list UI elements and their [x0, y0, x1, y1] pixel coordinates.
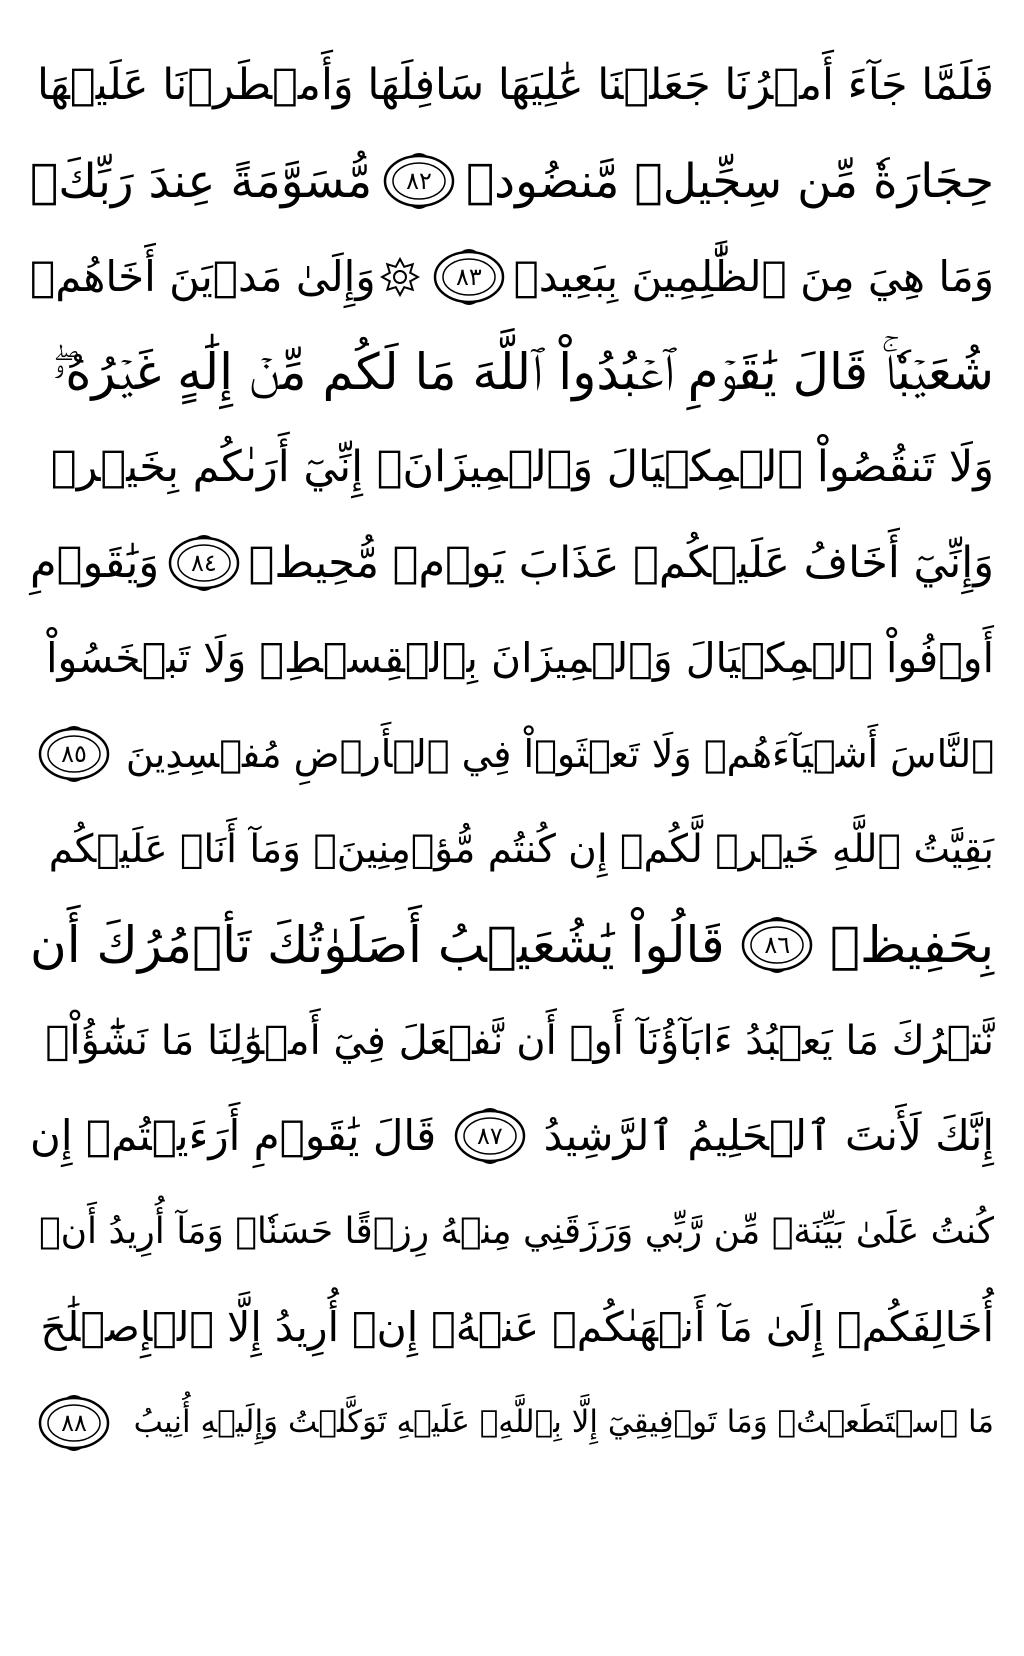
ayah-number: ٨٢ — [406, 167, 432, 196]
ayah-number: ٨٤ — [191, 549, 217, 578]
verse-text: أَوۡفُواْ ٱلۡمِكۡيَالَ وَٱلۡمِيزَانَ بِٱلۡقِسۡطِۖ وَلَا تَبۡخَسُواْ — [46, 634, 994, 683]
ayah-number: ٨٦ — [764, 931, 791, 960]
hizb-marker-icon — [380, 257, 420, 297]
verse-text: كُنتُ عَلَىٰ بَيِّنَةٖ مِّن رَّبِّي وَرَزَقَنِي مِنۡهُ رِزۡقًا حَسَنٗاۚ وَمَآ أُرِيدُ أَنۡ — [38, 1210, 994, 1252]
verse-line — [30, 325, 994, 421]
verse-text: قَالُواْ يَٰشُعَيۡبُ أَصَلَوٰتُكَ تَأۡمُرُكَ أَن — [30, 916, 725, 975]
verse-text: وَيَٰقَوۡمِ — [30, 537, 160, 588]
verse-text: أُخَالِفَكُمۡ إِلَىٰ مَآ أَنۡهَىٰكُمۡ عَنۡهُۚ إِنۡ أُرِيدُ إِلَّا ٱلۡإِصۡلَٰحَ — [40, 1302, 994, 1351]
verse-text: بِحَفِيظٖ — [829, 916, 994, 975]
verse-text: وَإِلَىٰ مَدۡيَنَ أَخَاهُمۡ — [30, 251, 376, 301]
ayah-number: ٨٣ — [456, 262, 482, 291]
verse-text: وَمَا هِيَ مِنَ ٱلظَّٰلِمِينَ بِبَعِيدٖ — [513, 251, 994, 301]
ayah-number: ٨٧ — [477, 1122, 503, 1151]
ayah-number-marker — [431, 248, 507, 306]
verse-line — [30, 707, 994, 803]
verse-text: نَّتۡرُكَ مَا يَعۡبُدُ ءَابَآؤُنَآ أَوۡ أَن نَّفۡعَلَ فِيٓ أَمۡوَٰلِنَا مَا نَشَٰٓؤُاْۖ — [45, 1017, 994, 1064]
verse-line — [30, 1280, 994, 1376]
verse-text: ٱلنَّاسَ أَشۡيَآءَهُمۡ وَلَا تَعۡثَوۡاْ فِي ٱلۡأَرۡضِ مُفۡسِدِينَ — [125, 732, 994, 777]
verse-line — [30, 1375, 994, 1471]
ayah-number: ٨٥ — [61, 740, 87, 769]
verse-text: وَلَا تَنقُصُواْ ٱلۡمِكۡيَالَ وَٱلۡمِيزَانَۖ إِنِّيٓ أَرَىٰكُم بِخَيۡرٖ — [50, 442, 994, 493]
verse-line — [30, 611, 994, 707]
verse-text: شُعَيۡبٗاۚ قَالَ يَٰقَوۡمِ ٱعۡبُدُواْ ٱللَّهَ مَا لَكُم مِّنۡ إِلَٰهٍ غَيۡرُهُۥۖ — [52, 343, 994, 402]
verse-text: وَإِنِّيٓ أَخَافُ عَلَيۡكُمۡ عَذَابَ يَوۡمٖ مُّحِيطٖ — [248, 537, 994, 588]
ayah-number-marker — [739, 916, 815, 974]
ayah-number-marker — [166, 534, 242, 592]
verse-lines — [30, 38, 994, 1471]
verse-line — [30, 134, 994, 230]
verse-text: مَا ٱسۡتَطَعۡتُۚ وَمَا تَوۡفِيقِيٓ إِلَّا بِٱللَّهِۚ عَلَيۡهِ تَوَكَّلۡتُ وَإِلَيۡهِ أُنِيبُ — [133, 1404, 994, 1441]
ayah-number-marker — [36, 725, 112, 783]
verse-line — [30, 898, 994, 994]
verse-text: فَلَمَّا جَآءَ أَمۡرُنَا جَعَلۡنَا عَٰلِيَهَا سَافِلَهَا وَأَمۡطَرۡنَا عَلَيۡهَا — [36, 60, 994, 111]
verse-line — [30, 516, 994, 612]
verse-line — [30, 38, 994, 134]
verse-line — [30, 1184, 994, 1280]
ayah-number-marker — [381, 152, 457, 210]
verse-line — [30, 993, 994, 1089]
verse-text: قَالَ يَٰقَوۡمِ أَرَءَيۡتُمۡ إِن — [30, 1111, 437, 1161]
verse-line — [30, 802, 994, 898]
verse-text: حِجَارَةٗ مِّن سِجِّيلٖ مَّنضُودٖ — [465, 153, 994, 209]
verse-text: بَقِيَّتُ ٱللَّهِ خَيۡرٞ لَّكُمۡ إِن كُنتُم مُّؤۡمِنِينَۚ وَمَآ أَنَا۠ عَلَيۡكُم — [48, 827, 994, 873]
verse-line — [30, 420, 994, 516]
verse-line — [30, 1089, 994, 1185]
verse-line — [30, 229, 994, 325]
ayah-number-marker — [452, 1107, 528, 1165]
ayah-number: ٨٨ — [61, 1408, 87, 1437]
verse-text: مُّسَوَّمَةً عِندَ رَبِّكَۖ — [30, 153, 373, 209]
ayah-number-marker — [36, 1394, 112, 1452]
verse-text: إِنَّكَ لَأَنتَ ٱلۡحَلِيمُ ٱلرَّشِيدُ — [543, 1111, 994, 1161]
